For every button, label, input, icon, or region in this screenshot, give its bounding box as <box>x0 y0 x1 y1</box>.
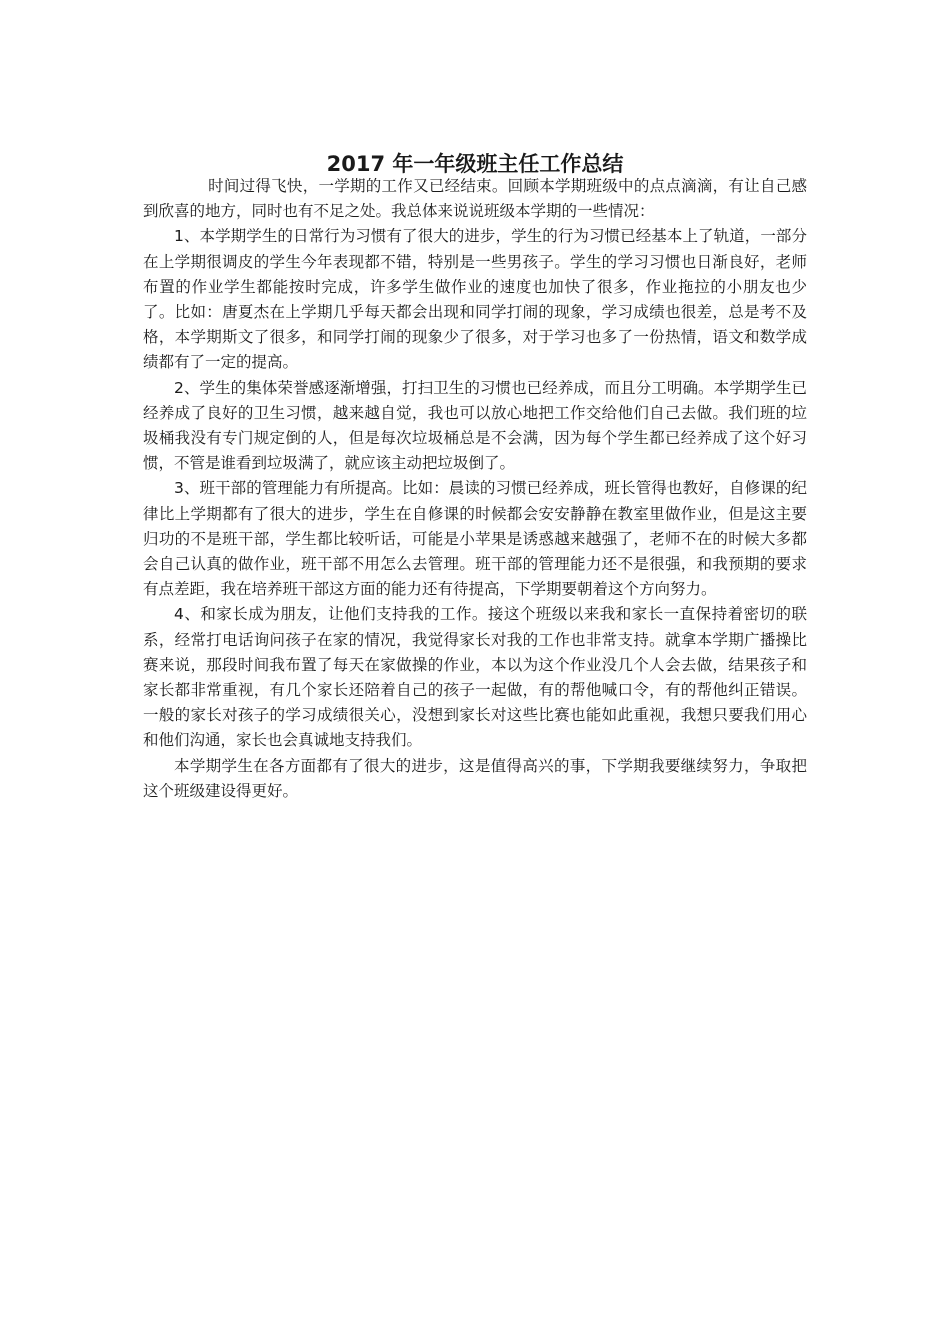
paragraph-point-2: 2、学生的集体荣誉感逐渐增强，打扫卫生的习惯也已经养成，而且分工明确。本学期学生已经养成了良好的卫生习惯，越来越自觉，我也可以放心地把工作交给他们自己去做。我们班的垃圾桶我没有专门规定倒的人，但是每次垃圾桶总是不会满，因为每个学生都已经养成了这个好习惯，不管是谁看到垃圾满了，就应该主动把垃圾倒了。 <box>143 378 807 473</box>
paragraph-point-4: 4、和家长成为朋友，让他们支持我的工作。接这个班级以来我和家长一直保持着密切的联系，经常打电话询问孩子在家的情况，我觉得家长对我的工作也非常支持。就拿本学期广播操比赛来说，那段时间我布置了每天在家做操的作业，本以为这个作业没几个人会去做，结果孩子和家长都非常重视，有几个家长还陪着自己的孩子一起做，有的帮他喊口令，有的帮他纠正错误。一般的家长对孩子的学习成绩很关心，没想到家长对这些比赛也能如此重视，我想只要我们用心和他们沟通，家长也会真诚地支持我们。 <box>143 605 807 750</box>
document-title: 2017 年一年级班主任工作总结 <box>326 152 624 177</box>
paragraph-point-1: 1、本学期学生的日常行为习惯有了很大的进步，学生的行为习惯已经基本上了轨道，一部分在上学期很调皮的学生今年表现都不错，特别是一些男孩子。学生的学习习惯也日渐良好，老师布置的作业学生都能按时完成，许多学生做作业的速度也加快了很多，作业拖拉的小朋友也少了。比如：唐夏杰在上学期几乎每天都会出现和同学打闹的现象，学习成绩也很差，总是考不及格，本学期斯文了很多，和同学打闹的现象少了很多，对于学习也多了一份热情，语文和数学成绩都有了一定的提高。 <box>143 227 807 372</box>
paragraph-point-3: 3、班干部的管理能力有所提高。比如：晨读的习惯已经养成，班长管得也教好，自修课的纪律比上学期都有了很大的进步，学生在自修课的时候都会安安静静在教室里做作业，但是这主要归功的不是班干部，学生都比较听话，可能是小苹果是诱惑越来越强了，老师不在的时候大多都会自己认真的做作业，班干部不用怎么去管理。班干部的管理能力还不是很强，和我预期的要求有点差距，我在培养班干部这方面的能力还有待提高，下学期要朝着这个方向努力。 <box>143 479 807 599</box>
paragraph-conclusion: 本学期学生在各方面都有了很大的进步，这是值得高兴的事，下学期我要继续努力，争取把这个班级建设得更好。 <box>143 756 807 800</box>
document-body <box>143 174 807 804</box>
paragraph-intro: 时间过得飞快，一学期的工作又已经结束。回顾本学期班级中的点点滴滴，有让自己感到欣喜的地方，同时也有不足之处。我总体来说说班级本学期的一些情况： <box>143 177 807 221</box>
